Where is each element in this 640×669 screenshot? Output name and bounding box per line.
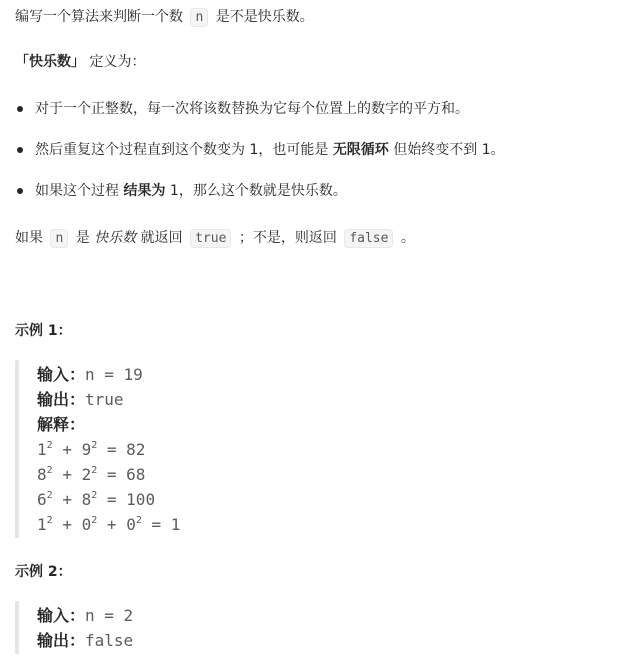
exponent: 2 (135, 515, 142, 526)
plus: + (62, 440, 72, 459)
list-item (35, 139, 505, 161)
explain-line (37, 512, 180, 537)
bullet-dot (17, 106, 23, 112)
output-label: 输出： (37, 631, 86, 650)
return-text: ；不是，则返回 (238, 230, 337, 246)
exponent: 2 (46, 515, 53, 526)
term: 8 (81, 490, 92, 509)
result: = 1 (151, 515, 181, 534)
result: = 100 (106, 490, 156, 509)
return-text: 是 (75, 230, 90, 246)
output-label: 输出： (37, 390, 86, 409)
example-1-block (37, 362, 180, 537)
inline-code-n: n (50, 229, 68, 248)
input-value: n = 2 (85, 606, 134, 625)
intro-text-a: 编写一个算法来判断一个数 (15, 9, 183, 25)
definition-paragraph (15, 51, 145, 73)
plus: + (62, 515, 72, 534)
example-2-block (37, 603, 133, 653)
exponent: 2 (91, 490, 98, 501)
example-2-title: 示例 2： (15, 564, 72, 580)
term: 8 (37, 465, 47, 484)
definition-term: 「快乐数」 (15, 54, 85, 70)
intro-text-b: 是不是快乐数。 (215, 9, 314, 25)
output-value: true (85, 390, 124, 409)
exponent: 2 (46, 465, 53, 476)
return-italic: 快乐数 (94, 230, 137, 246)
input-label: 输入： (37, 365, 86, 384)
return-text: 就返回 (140, 230, 183, 246)
example-2-output (37, 628, 133, 653)
explain-line (37, 437, 180, 462)
result: = 82 (106, 440, 146, 459)
example-1-explain (37, 412, 180, 437)
return-text: 如果 (15, 230, 43, 246)
list-item-bold: 无限循环 (332, 142, 389, 158)
list-item (35, 98, 469, 120)
term: 1 (37, 440, 47, 459)
explain-line (37, 462, 180, 487)
example-2-input (37, 603, 133, 628)
bullet-dot (17, 147, 23, 153)
term: 2 (81, 465, 92, 484)
inline-code-false: false (344, 229, 393, 248)
explain-label: 解释： (37, 415, 86, 434)
plus: + (106, 515, 117, 534)
inline-code-n: n (190, 8, 208, 27)
exponent: 2 (91, 440, 98, 451)
plus: + (62, 465, 72, 484)
exponent: 2 (46, 440, 53, 451)
definition-rest: 定义为： (89, 54, 146, 70)
input-value: n = 19 (85, 365, 143, 384)
input-label: 输入： (37, 606, 86, 625)
exponent: 2 (46, 490, 53, 501)
example-2-quote-bar (15, 601, 19, 654)
exponent: 2 (91, 515, 98, 526)
list-item-text: 对于一个正整数，每一次将该数替换为它每个位置上的数字的平方和。 (35, 101, 469, 117)
term: 6 (37, 490, 47, 509)
exponent: 2 (91, 465, 98, 476)
return-paragraph (15, 227, 415, 250)
inline-code-true: true (190, 229, 231, 248)
return-text: 。 (400, 230, 415, 246)
example-1-quote-bar (15, 360, 19, 538)
list-item-text: 1，那么这个数就是快乐数。 (169, 183, 347, 199)
result: = 68 (106, 465, 146, 484)
example-1-title: 示例 1： (15, 323, 72, 339)
list-item-text: 但始终变不到 1。 (393, 142, 505, 158)
plus: + (62, 490, 72, 509)
term: 0 (81, 515, 92, 534)
term: 1 (37, 515, 47, 534)
output-value: false (85, 631, 134, 650)
explain-line (37, 487, 180, 512)
term: 0 (126, 515, 136, 534)
list-item-bold: 结果为 (123, 183, 166, 199)
list-item (35, 180, 347, 202)
list-item-text: 如果这个过程 (35, 183, 119, 199)
example-1-input (37, 362, 180, 387)
intro-paragraph (15, 6, 314, 29)
bullet-dot (17, 188, 23, 194)
example-1-output (37, 387, 180, 412)
list-item-text: 然后重复这个过程直到这个数变为 1，也可能是 (35, 142, 329, 158)
term: 9 (81, 440, 92, 459)
